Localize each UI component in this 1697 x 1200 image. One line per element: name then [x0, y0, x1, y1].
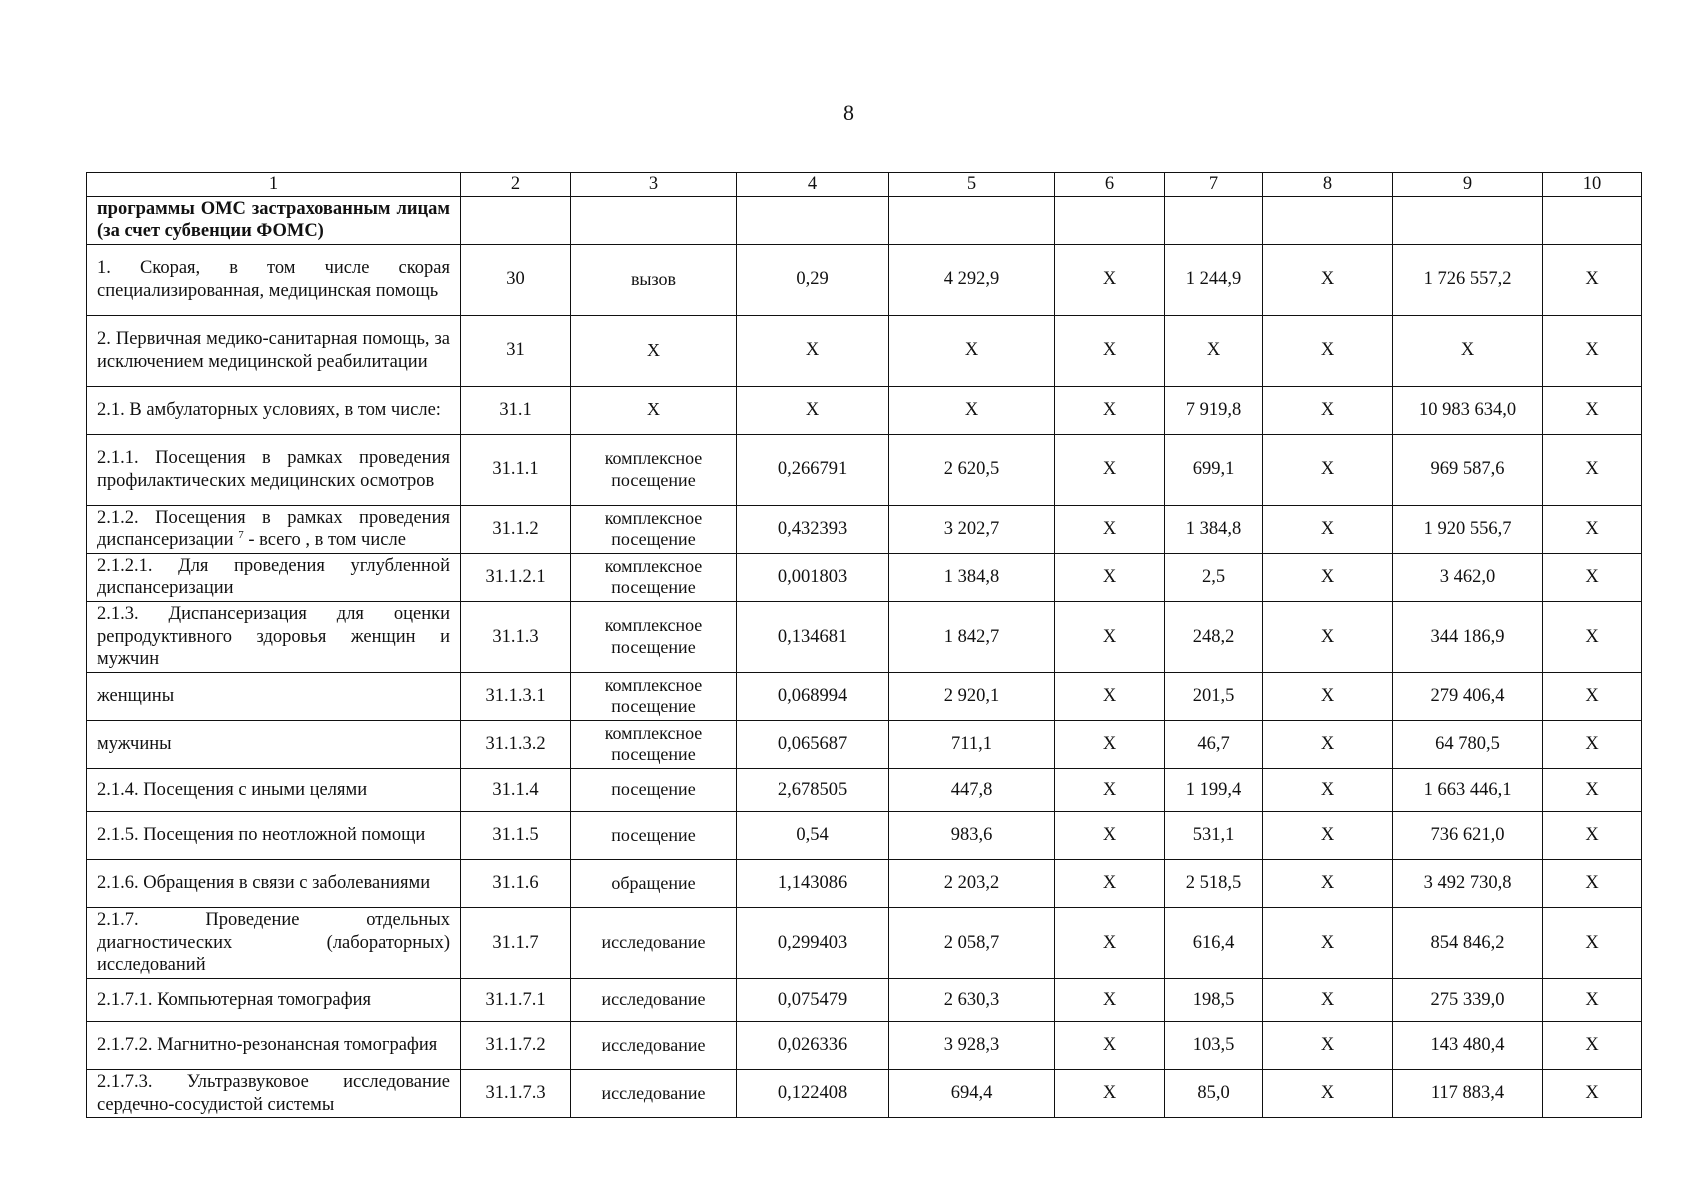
value-cell: X	[1055, 1069, 1165, 1117]
table-row	[87, 196, 1642, 244]
table-row	[87, 907, 1642, 978]
footnote-marker: 7	[238, 529, 244, 542]
unit-cell: исследование	[571, 1021, 737, 1069]
value-cell: X	[889, 315, 1055, 386]
value-cell: 1 842,7	[889, 601, 1055, 672]
row-code: 31.1.7	[461, 907, 571, 978]
value-cell: X	[1263, 672, 1393, 720]
unit-cell: посещение	[571, 768, 737, 811]
value-cell: X	[1055, 907, 1165, 978]
value-cell: 2 920,1	[889, 672, 1055, 720]
column-number: 4	[737, 173, 889, 197]
value-cell: X	[889, 386, 1055, 434]
row-code	[461, 196, 571, 244]
value-cell: 1 663 446,1	[1393, 768, 1543, 811]
column-number: 2	[461, 173, 571, 197]
value-cell: 85,0	[1165, 1069, 1263, 1117]
row-code: 31.1.6	[461, 859, 571, 907]
row-code: 31.1	[461, 386, 571, 434]
data-table	[86, 172, 1642, 1118]
value-cell: 0,54	[737, 811, 889, 859]
value-cell: X	[1263, 859, 1393, 907]
row-label: 2.1.5. Посещения по неотложной помощи	[87, 811, 461, 859]
unit-cell	[571, 196, 737, 244]
value-cell: 275 339,0	[1393, 978, 1543, 1021]
value-cell: 117 883,4	[1393, 1069, 1543, 1117]
value-cell: X	[1165, 315, 1263, 386]
value-cell: X	[1055, 1021, 1165, 1069]
value-cell: 983,6	[889, 811, 1055, 859]
value-cell: 0,29	[737, 244, 889, 315]
table-row	[87, 434, 1642, 505]
value-cell: X	[1055, 672, 1165, 720]
value-cell: 103,5	[1165, 1021, 1263, 1069]
value-cell: 3 202,7	[889, 505, 1055, 553]
value-cell	[1165, 196, 1263, 244]
value-cell: 248,2	[1165, 601, 1263, 672]
row-label: 2.1.7.1. Компьютерная томография	[87, 978, 461, 1021]
row-code: 31	[461, 315, 571, 386]
row-code: 31.1.7.2	[461, 1021, 571, 1069]
value-cell: X	[1263, 720, 1393, 768]
value-cell: 0,122408	[737, 1069, 889, 1117]
value-cell: 198,5	[1165, 978, 1263, 1021]
value-cell: 616,4	[1165, 907, 1263, 978]
table-row	[87, 672, 1642, 720]
unit-cell: комплексное посещение	[571, 505, 737, 553]
value-cell: 3 492 730,8	[1393, 859, 1543, 907]
value-cell: X	[1263, 434, 1393, 505]
unit-cell: исследование	[571, 978, 737, 1021]
value-cell: X	[1055, 505, 1165, 553]
value-cell: 699,1	[1165, 434, 1263, 505]
value-cell: X	[1543, 315, 1642, 386]
value-cell: X	[1543, 434, 1642, 505]
value-cell: X	[1263, 1069, 1393, 1117]
row-label: 2. Первичная медико-санитарная помощь, за исключением медицинской реабилитации	[87, 315, 461, 386]
value-cell: 736 621,0	[1393, 811, 1543, 859]
row-code: 31.1.3.2	[461, 720, 571, 768]
unit-cell: обращение	[571, 859, 737, 907]
value-cell: X	[1055, 768, 1165, 811]
row-label: женщины	[87, 672, 461, 720]
table-row	[87, 315, 1642, 386]
value-cell: X	[1543, 1021, 1642, 1069]
value-cell: 0,134681	[737, 601, 889, 672]
value-cell: X	[1543, 859, 1642, 907]
row-code: 31.1.2.1	[461, 553, 571, 601]
unit-cell: комплексное посещение	[571, 434, 737, 505]
value-cell: 201,5	[1165, 672, 1263, 720]
unit-cell: комплексное посещение	[571, 553, 737, 601]
value-cell: 1 920 556,7	[1393, 505, 1543, 553]
value-cell: 0,001803	[737, 553, 889, 601]
column-number: 1	[87, 173, 461, 197]
value-cell: 969 587,6	[1393, 434, 1543, 505]
row-label: 2.1.3. Диспансеризация для оценки репродуктивного здоровья женщин и мужчин	[87, 601, 461, 672]
column-number-row	[87, 173, 1642, 197]
value-cell: X	[1055, 859, 1165, 907]
value-cell: 3 928,3	[889, 1021, 1055, 1069]
value-cell: 2 620,5	[889, 434, 1055, 505]
page-number: 8	[843, 100, 854, 125]
row-code: 31.1.1	[461, 434, 571, 505]
value-cell: 0,026336	[737, 1021, 889, 1069]
value-cell	[737, 196, 889, 244]
value-cell	[1543, 196, 1642, 244]
value-cell: 1 244,9	[1165, 244, 1263, 315]
value-cell: 0,432393	[737, 505, 889, 553]
value-cell: X	[737, 386, 889, 434]
row-label: 2.1.4. Посещения с иными целями	[87, 768, 461, 811]
table-row	[87, 720, 1642, 768]
value-cell: X	[1263, 505, 1393, 553]
value-cell: X	[1055, 315, 1165, 386]
row-label: 1. Скорая, в том числе скорая специализированная, медицинская помощь	[87, 244, 461, 315]
row-label-text: 2.1.2. Посещения в рамках проведения диспансеризации	[97, 507, 450, 551]
unit-cell: исследование	[571, 907, 737, 978]
column-number: 5	[889, 173, 1055, 197]
column-number: 7	[1165, 173, 1263, 197]
value-cell: 46,7	[1165, 720, 1263, 768]
value-cell: X	[1055, 720, 1165, 768]
value-cell: X	[1543, 672, 1642, 720]
value-cell: X	[1543, 553, 1642, 601]
value-cell: 1,143086	[737, 859, 889, 907]
value-cell: X	[1263, 768, 1393, 811]
table-row	[87, 978, 1642, 1021]
value-cell: X	[1055, 811, 1165, 859]
row-code: 31.1.7.1	[461, 978, 571, 1021]
table-row	[87, 553, 1642, 601]
unit-cell: комплексное посещение	[571, 601, 737, 672]
unit-cell: исследование	[571, 1069, 737, 1117]
value-cell: 4 292,9	[889, 244, 1055, 315]
table-row	[87, 244, 1642, 315]
value-cell: 694,4	[889, 1069, 1055, 1117]
row-code: 31.1.4	[461, 768, 571, 811]
row-label: 2.1.6. Обращения в связи с заболеваниями	[87, 859, 461, 907]
value-cell: 2 058,7	[889, 907, 1055, 978]
unit-cell: X	[571, 315, 737, 386]
row-label: мужчины	[87, 720, 461, 768]
value-cell: 344 186,9	[1393, 601, 1543, 672]
value-cell	[1263, 196, 1393, 244]
row-label: 2.1.1. Посещения в рамках проведения профилактических медицинских осмотров	[87, 434, 461, 505]
value-cell: 64 780,5	[1393, 720, 1543, 768]
value-cell: X	[1055, 244, 1165, 315]
table-row	[87, 859, 1642, 907]
value-cell: 2 630,3	[889, 978, 1055, 1021]
table-row	[87, 601, 1642, 672]
value-cell: X	[1543, 978, 1642, 1021]
table-row	[87, 811, 1642, 859]
column-number: 3	[571, 173, 737, 197]
row-label: 2.1.7. Проведение отдельных диагностических (лабораторных) исследований	[87, 907, 461, 978]
value-cell: 447,8	[889, 768, 1055, 811]
value-cell: 279 406,4	[1393, 672, 1543, 720]
value-cell: X	[1055, 978, 1165, 1021]
value-cell: 2 203,2	[889, 859, 1055, 907]
row-code: 31.1.5	[461, 811, 571, 859]
value-cell: X	[1543, 505, 1642, 553]
value-cell: 1 384,8	[1165, 505, 1263, 553]
row-label: 2.1.2.1. Для проведения углубленной диспансеризации	[87, 553, 461, 601]
value-cell: X	[1055, 386, 1165, 434]
value-cell	[1055, 196, 1165, 244]
value-cell: X	[1263, 907, 1393, 978]
unit-cell: комплексное посещение	[571, 720, 737, 768]
value-cell: X	[1055, 601, 1165, 672]
value-cell: X	[1543, 601, 1642, 672]
value-cell: 531,1	[1165, 811, 1263, 859]
row-label: программы ОМС застрахованным лицам (за счет субвенции ФОМС)	[87, 196, 461, 244]
value-cell: 2,678505	[737, 768, 889, 811]
value-cell: X	[1263, 386, 1393, 434]
value-cell: X	[737, 315, 889, 386]
value-cell: 2 518,5	[1165, 859, 1263, 907]
value-cell: 0,075479	[737, 978, 889, 1021]
value-cell: 10 983 634,0	[1393, 386, 1543, 434]
row-label	[87, 505, 461, 553]
unit-cell: комплексное посещение	[571, 672, 737, 720]
value-cell: 1 726 557,2	[1393, 244, 1543, 315]
row-label-text: - всего , в том числе	[243, 530, 406, 551]
value-cell: 7 919,8	[1165, 386, 1263, 434]
table-row	[87, 386, 1642, 434]
row-code: 31.1.7.3	[461, 1069, 571, 1117]
value-cell: X	[1263, 244, 1393, 315]
value-cell: X	[1543, 907, 1642, 978]
column-number: 9	[1393, 173, 1543, 197]
table-row	[87, 1021, 1642, 1069]
value-cell: 0,266791	[737, 434, 889, 505]
value-cell: X	[1393, 315, 1543, 386]
value-cell: 143 480,4	[1393, 1021, 1543, 1069]
row-code: 31.1.2	[461, 505, 571, 553]
value-cell: X	[1263, 553, 1393, 601]
value-cell: 3 462,0	[1393, 553, 1543, 601]
row-label: 2.1.7.2. Магнитно-резонансная томография	[87, 1021, 461, 1069]
value-cell: 854 846,2	[1393, 907, 1543, 978]
unit-cell: X	[571, 386, 737, 434]
value-cell: 0,065687	[737, 720, 889, 768]
value-cell: X	[1263, 601, 1393, 672]
value-cell: X	[1543, 1069, 1642, 1117]
column-number: 8	[1263, 173, 1393, 197]
value-cell: X	[1543, 720, 1642, 768]
value-cell: X	[1543, 244, 1642, 315]
value-cell: 1 199,4	[1165, 768, 1263, 811]
value-cell: 711,1	[889, 720, 1055, 768]
table-row	[87, 505, 1642, 553]
row-code: 31.1.3	[461, 601, 571, 672]
value-cell: X	[1263, 315, 1393, 386]
value-cell: X	[1055, 553, 1165, 601]
row-code: 31.1.3.1	[461, 672, 571, 720]
value-cell: 0,068994	[737, 672, 889, 720]
table-row	[87, 1069, 1642, 1117]
value-cell: 0,299403	[737, 907, 889, 978]
value-cell: X	[1263, 811, 1393, 859]
row-code: 30	[461, 244, 571, 315]
column-number: 6	[1055, 173, 1165, 197]
value-cell: 2,5	[1165, 553, 1263, 601]
unit-cell: посещение	[571, 811, 737, 859]
value-cell: 1 384,8	[889, 553, 1055, 601]
value-cell	[889, 196, 1055, 244]
value-cell: X	[1263, 978, 1393, 1021]
row-label: 2.1.7.3. Ультразвуковое исследование сердечно-сосудистой системы	[87, 1069, 461, 1117]
column-number: 10	[1543, 173, 1642, 197]
unit-cell: вызов	[571, 244, 737, 315]
value-cell: X	[1055, 434, 1165, 505]
value-cell: X	[1543, 811, 1642, 859]
row-label: 2.1. В амбулаторных условиях, в том числе:	[87, 386, 461, 434]
value-cell: X	[1543, 386, 1642, 434]
value-cell: X	[1543, 768, 1642, 811]
table-row	[87, 768, 1642, 811]
value-cell	[1393, 196, 1543, 244]
value-cell: X	[1263, 1021, 1393, 1069]
